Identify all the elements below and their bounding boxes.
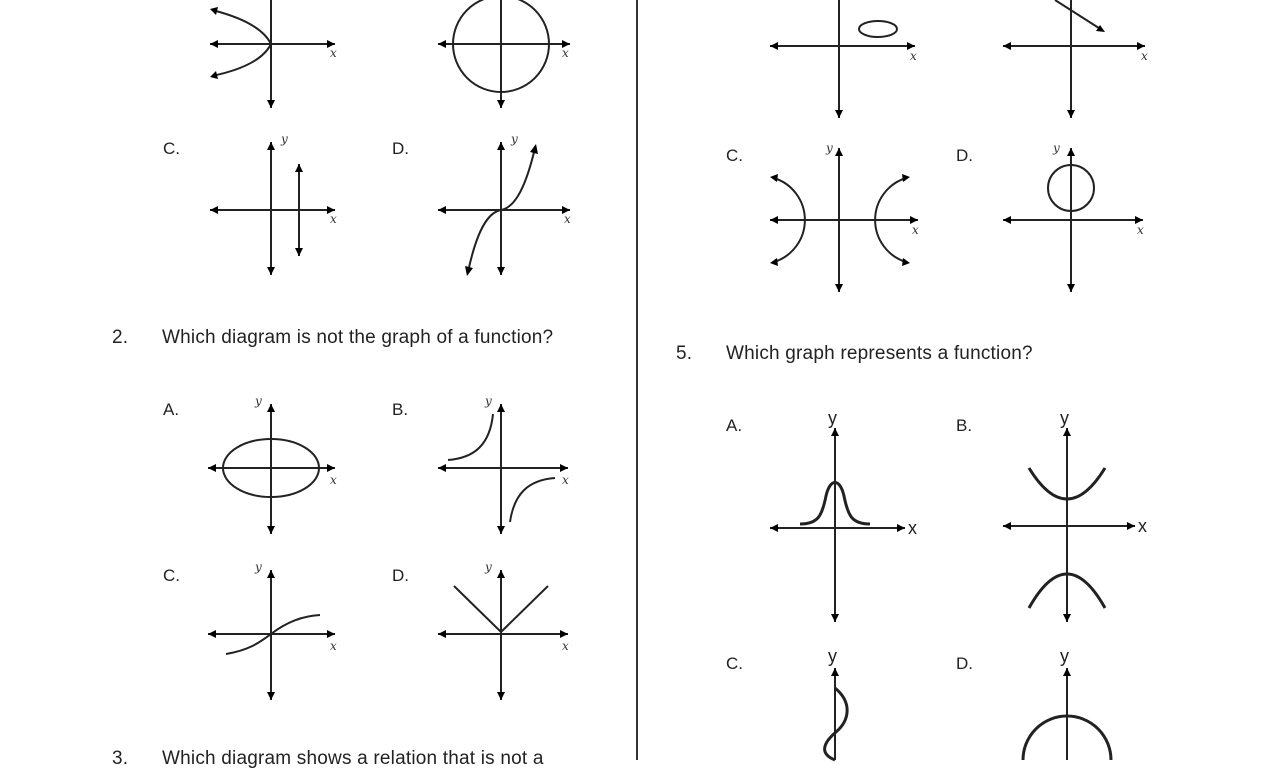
graph-q1-a-sideways-parabola — [200, 0, 350, 115]
graph-q2-a-ellipse — [200, 392, 350, 542]
y-axis-label: y — [255, 560, 262, 574]
y-axis-label: y — [485, 560, 492, 574]
q2-option-d-label: D. — [392, 566, 409, 585]
q5-option-b-label: B. — [956, 416, 973, 435]
x-axis-label: x — [1138, 516, 1147, 536]
graph-q1-d-cubic-curve — [430, 130, 580, 280]
y-axis-label: y — [828, 646, 837, 666]
graph-q4-a-small-ellipse — [760, 0, 930, 125]
graph-q5-c-wavy-curve — [760, 640, 935, 760]
q4-option-d-label: D. — [956, 146, 973, 165]
x-axis-label: x — [1137, 223, 1144, 237]
y-axis-label: y — [826, 141, 833, 155]
y-axis-label: y — [1060, 408, 1069, 428]
x-axis-label: x — [564, 212, 571, 226]
y-axis-label: y — [255, 394, 262, 408]
x-axis-label: x — [562, 639, 569, 653]
q1-option-d-label: D. — [392, 139, 409, 158]
q5-option-a-label: A. — [726, 416, 743, 435]
svg-text:x: x — [330, 46, 337, 60]
question-2: 2. Which diagram is not the graph of a function? — [112, 327, 554, 348]
y-axis-label: y — [1060, 646, 1069, 666]
q5-option-c-label: C. — [726, 654, 743, 673]
q2-option-b-label: B. — [392, 400, 409, 419]
graph-q2-c-s-curve — [200, 558, 350, 708]
x-axis-label: x — [562, 473, 569, 487]
y-axis-label: y — [1053, 141, 1060, 155]
x-axis-label: x — [912, 223, 919, 237]
graph-q5-d-semicircle — [993, 640, 1168, 760]
x-axis-label: x — [908, 518, 917, 538]
q2-option-a-label: A. — [163, 400, 180, 419]
question-5: 5. Which graph represents a function? — [676, 343, 1033, 364]
y-axis-label: y — [511, 132, 518, 146]
x-axis-label: x — [330, 212, 337, 226]
graph-q4-c-hyperbola — [760, 140, 930, 300]
svg-text:x: x — [1141, 49, 1148, 63]
q1-option-c-label: C. — [163, 139, 180, 158]
q4-option-c-label: C. — [726, 146, 743, 165]
y-axis-label: y — [485, 394, 492, 408]
graph-q1-c-vertical-line — [200, 130, 350, 280]
svg-text:x: x — [910, 49, 917, 63]
question-3: 3. Which diagram shows a relation that is not a — [112, 748, 544, 769]
graph-q4-d-circle-on-axis — [995, 140, 1165, 300]
svg-text:x: x — [562, 46, 569, 60]
graph-q1-b-circle — [430, 0, 580, 115]
x-axis-label: x — [330, 473, 337, 487]
graph-q2-b-hyperbola — [430, 392, 580, 542]
graph-q2-d-absolute-value — [430, 558, 580, 708]
graph-q5-a-bell-curve — [760, 400, 935, 630]
y-axis-label: y — [828, 408, 837, 428]
column-divider — [636, 0, 638, 760]
x-axis-label: x — [330, 639, 337, 653]
graph-q4-b-ray — [995, 0, 1165, 125]
q2-option-c-label: C. — [163, 566, 180, 585]
graph-q5-b-two-parabolas — [993, 400, 1168, 630]
q5-option-d-label: D. — [956, 654, 973, 673]
y-axis-label: y — [281, 132, 288, 146]
